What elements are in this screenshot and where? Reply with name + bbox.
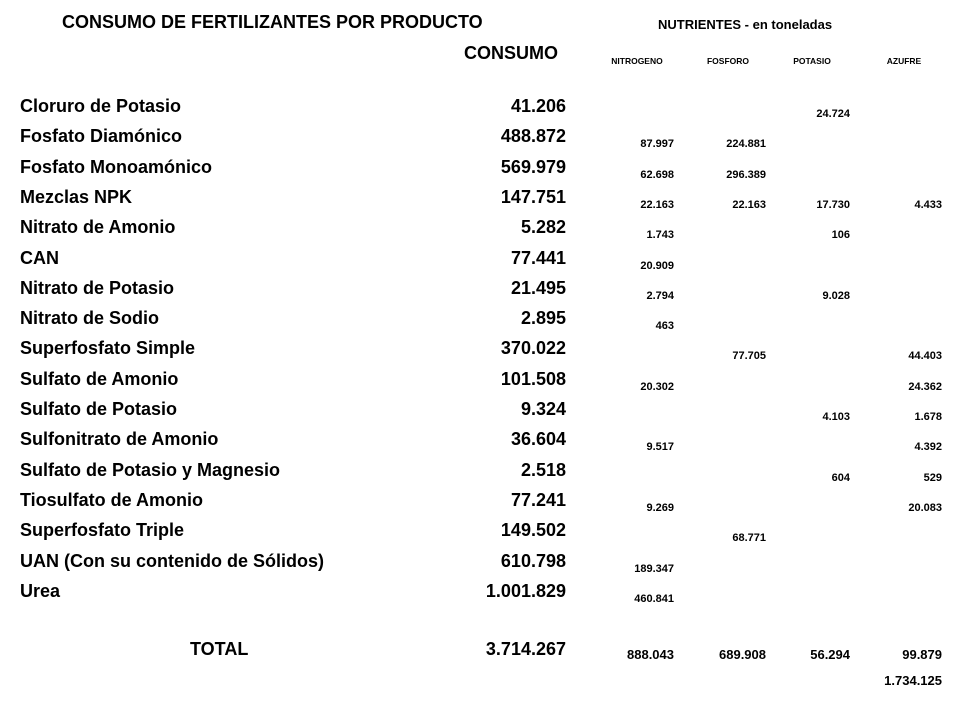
consumo-value: 610.798 bbox=[500, 550, 566, 571]
fosforo-value: 77.705 bbox=[732, 350, 766, 363]
nitrogeno-value: 62.698 bbox=[640, 168, 674, 181]
potasio-value: 604 bbox=[831, 471, 850, 484]
page-title: CONSUMO DE FERTILIZANTES POR PRODUCTO bbox=[62, 12, 483, 32]
fosforo-value: 296.389 bbox=[726, 168, 766, 181]
table-row bbox=[0, 369, 960, 399]
nitrogeno-value: 463 bbox=[655, 320, 674, 333]
consumo-value: 41.206 bbox=[510, 96, 566, 116]
nitrogeno-value: 460.841 bbox=[634, 592, 674, 605]
potasio-column-header: POTASIO bbox=[793, 56, 831, 66]
azufre-value: 20.083 bbox=[908, 501, 942, 514]
consumo-value: 147.751 bbox=[500, 186, 566, 207]
nitrogeno-value: 189.347 bbox=[634, 562, 674, 575]
product-name: Fosfato Diamónico bbox=[20, 126, 183, 147]
table-row bbox=[0, 460, 960, 490]
fosforo-value: 68.771 bbox=[732, 532, 766, 545]
table-row bbox=[0, 278, 960, 308]
fosforo-column-header: FOSFORO bbox=[706, 56, 750, 66]
product-name: Sulfonitrato de Amonio bbox=[20, 429, 219, 450]
total-consumo: 3.714.267 bbox=[485, 639, 566, 659]
azufre-value: 4.433 bbox=[914, 198, 942, 211]
consumo-value: 77.241 bbox=[510, 489, 566, 510]
fosforo-value: 22.163 bbox=[732, 198, 766, 211]
total-potasio: 56.294 bbox=[810, 647, 850, 662]
product-name: UAN (Con su contenido de Sólidos) bbox=[20, 550, 324, 571]
nitrogeno-value: 9.269 bbox=[646, 501, 674, 514]
table-row bbox=[0, 217, 960, 247]
azufre-value: 1.678 bbox=[914, 411, 942, 423]
table-row bbox=[0, 520, 960, 550]
product-name: CAN bbox=[20, 247, 59, 268]
nitrogeno-value: 1.743 bbox=[646, 229, 674, 242]
consumo-value: 36.604 bbox=[510, 429, 566, 450]
total-label: TOTAL bbox=[190, 639, 249, 659]
nitrogeno-value: 2.794 bbox=[646, 289, 674, 302]
potasio-value: 24.724 bbox=[816, 108, 850, 120]
consumo-value: 569.979 bbox=[500, 156, 566, 177]
consumo-value: 5.282 bbox=[520, 217, 566, 238]
table-row bbox=[0, 157, 960, 187]
azufre-value: 529 bbox=[923, 471, 942, 484]
consumo-value: 101.508 bbox=[500, 368, 566, 389]
potasio-value: 4.103 bbox=[822, 411, 850, 423]
table-row bbox=[0, 429, 960, 459]
table-row bbox=[0, 96, 960, 126]
nitrogeno-column-header: NITROGENO bbox=[611, 56, 663, 66]
nitrogeno-value: 20.909 bbox=[640, 259, 674, 272]
nutrientes-header: NUTRIENTES - en toneladas bbox=[658, 17, 833, 32]
potasio-value: 9.028 bbox=[822, 289, 850, 302]
product-name: Superfosfato Simple bbox=[20, 338, 196, 359]
product-name: Sulfato de Potasio bbox=[20, 399, 178, 419]
consumo-value: 488.872 bbox=[500, 126, 566, 147]
nitrogeno-value: 87.997 bbox=[640, 138, 674, 151]
total-azufre: 99.879 bbox=[902, 647, 942, 662]
consumo-value: 2.518 bbox=[520, 459, 566, 480]
consumo-value: 9.324 bbox=[520, 399, 566, 419]
product-name: Nitrato de Amonio bbox=[20, 217, 176, 238]
nitrogeno-value: 9.517 bbox=[646, 441, 674, 454]
table-row bbox=[0, 308, 960, 338]
product-name: Fosfato Monoamónico bbox=[20, 156, 212, 177]
nitrogeno-value: 22.163 bbox=[640, 198, 674, 211]
fosforo-value: 224.881 bbox=[726, 138, 766, 151]
consumo-column-header: CONSUMO bbox=[464, 43, 558, 63]
azufre-value: 24.362 bbox=[908, 380, 942, 393]
consumo-value: 77.441 bbox=[510, 247, 566, 268]
consumo-value: 149.502 bbox=[500, 520, 566, 541]
product-name: Sulfato de Amonio bbox=[20, 368, 179, 389]
product-name: Cloruro de Potasio bbox=[20, 96, 182, 116]
potasio-value: 106 bbox=[831, 229, 850, 242]
total-nutrientes: 1.734.125 bbox=[884, 673, 942, 688]
consumo-value: 21.495 bbox=[510, 277, 566, 298]
azufre-value: 4.392 bbox=[914, 441, 942, 454]
consumo-value: 370.022 bbox=[500, 338, 566, 359]
nitrogeno-value: 20.302 bbox=[640, 380, 674, 393]
product-name: Urea bbox=[20, 580, 61, 601]
table-row bbox=[0, 490, 960, 520]
product-name: Sulfato de Potasio y Magnesio bbox=[20, 459, 281, 480]
table-row bbox=[0, 399, 960, 429]
azufre-column-header: AZUFRE bbox=[886, 56, 922, 66]
table-row bbox=[0, 581, 960, 611]
product-name: Mezclas NPK bbox=[20, 186, 133, 207]
product-name: Nitrato de Sodio bbox=[20, 308, 159, 329]
potasio-value: 17.730 bbox=[816, 198, 850, 211]
total-fosforo: 689.908 bbox=[719, 647, 766, 662]
consumo-value: 1.001.829 bbox=[485, 580, 566, 601]
table-row bbox=[0, 248, 960, 278]
azufre-value: 44.403 bbox=[908, 350, 942, 363]
product-name: Tiosulfato de Amonio bbox=[20, 489, 203, 510]
table-row bbox=[0, 126, 960, 156]
consumo-value: 2.895 bbox=[520, 308, 566, 329]
table-row bbox=[0, 338, 960, 368]
total-nitrogeno: 888.043 bbox=[627, 647, 674, 662]
table-row bbox=[0, 551, 960, 581]
product-name: Superfosfato Triple bbox=[20, 520, 185, 541]
product-name: Nitrato de Potasio bbox=[20, 277, 175, 298]
table-row bbox=[0, 187, 960, 217]
